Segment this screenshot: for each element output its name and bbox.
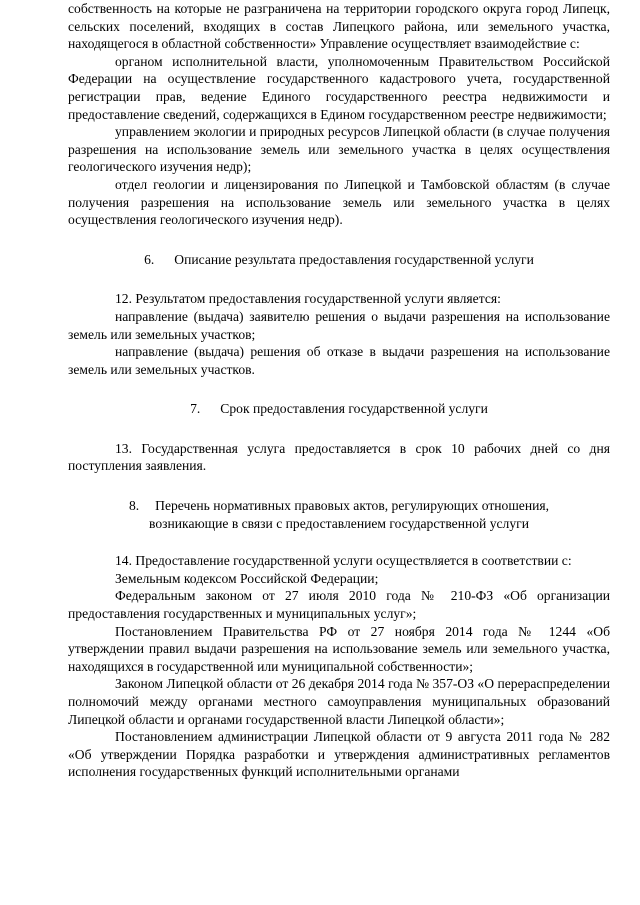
paragraph: отдел геологии и лицензирования по Липецкой и Тамбовской областям (в случае получения разрешения на использование земель или земельного участка в целях осуществления геологического изучения недр).	[68, 176, 610, 228]
section-number: 8.	[128, 498, 140, 514]
section-title-line	[68, 497, 610, 515]
document-page	[68, 0, 610, 781]
paragraph: 13. Государственная услуга предоставляется в срок 10 рабочих дней со дня поступления заявления.	[68, 440, 610, 474]
section-heading-8	[68, 497, 610, 532]
paragraph: собственность на которые не разграничена на территории городского округа город Липецк, сельских поселений, входящих в состав Липецкого района, или земельного участка, находящегося в областной собственности» Управление осуществляет взаимодействие с:	[68, 1, 610, 52]
section-title: Срок предоставления государственной услуги	[220, 401, 488, 417]
section-title: Описание результата предоставления государственной услуги	[174, 251, 534, 267]
paragraph: Постановлением администрации Липецкой области от 9 августа 2011 года № 282 «Об утверждении Порядка разработки и утверждения административных регламентов исполнения государственных функций исполнительными органами	[68, 729, 610, 780]
section-number: 6.	[144, 251, 155, 267]
section-title: Перечень нормативных правовых актов, регулирующих отношения,	[155, 498, 550, 514]
paragraph: направление (выдача) заявителю решения о выдачи разрешения на использование земель или земельных участков;	[68, 308, 610, 342]
paragraph: Федеральным законом от 27 июля 2010 года № 210-ФЗ «Об организации предоставления государственных и муниципальных услуг»;	[68, 588, 610, 622]
paragraph: 14. Предоставление государственной услуги осуществляется в соответствии с:	[115, 553, 572, 569]
paragraph: Земельным кодексом Российской Федерации;	[115, 570, 379, 586]
paragraph: Постановлением Правительства РФ от 27 ноября 2014 года № 1244 «Об утверждении правил выдачи разрешения на использование земель или земельного участка, находящихся в государственной или муниципальной собственности»;	[68, 623, 610, 674]
section-heading-7	[68, 400, 610, 418]
paragraph: Законом Липецкой области от 26 декабря 2014 года № 357-ОЗ «О перераспределении полномочий между органами местного самоуправления муниципальных образований Липецкой области и органами государственной власти Липецкой области»;	[68, 676, 610, 727]
paragraph: управлением экологии и природных ресурсов Липецкой области (в случае получения разрешения на использование земель или земельного участка в целях осуществления геологического изучения недр);	[68, 124, 610, 175]
section-number: 7.	[190, 401, 201, 417]
section-title-line: возникающие в связи с предоставлением государственной услуги	[149, 515, 529, 531]
paragraph: направление (выдача) решения об отказе в выдачи разрешения на использование земель или земельных участков.	[68, 344, 610, 377]
paragraph: 12. Результатом предоставления государственной услуги является:	[115, 291, 501, 307]
paragraph: органом исполнительной власти, уполномоченным Правительством Российской Федерации на осуществление государственного кадастрового учета, государственной регистрации прав, ведение Единого государственного реестра недвижимости и предоставление сведений, содержащихся в Едином государственном реестре недвижимости;	[68, 53, 610, 122]
section-heading-6	[68, 251, 610, 269]
